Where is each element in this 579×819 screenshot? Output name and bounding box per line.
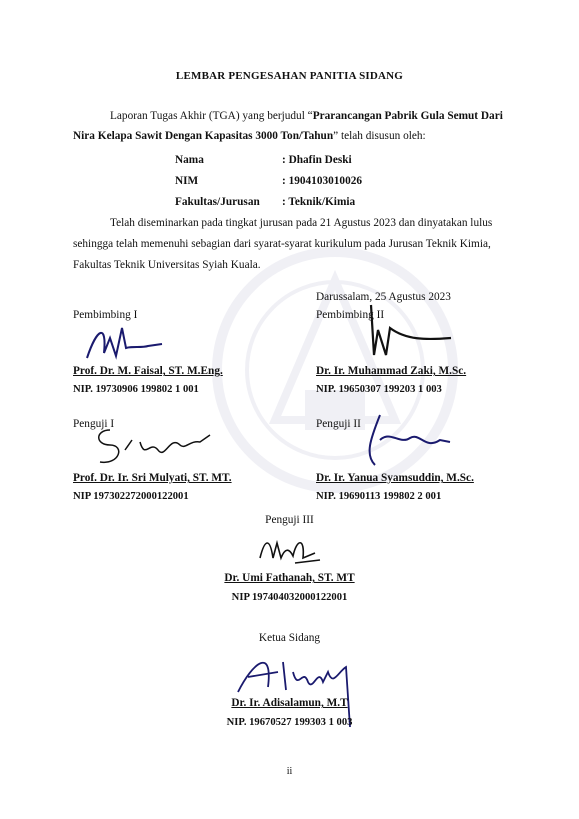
name-penguji-2: Dr. Ir. Yanua Syamsuddin, M.Sc. [316,472,474,484]
role-penguji-2: Penguji II [316,418,361,430]
nip-penguji-3: NIP 197404032000122001 [231,592,348,603]
role-pembimbing-1: Pembimbing I [73,309,138,321]
identity-value-name: : Dhafin Deski [282,154,352,166]
body-line-2: sehingga telah memenuhi sebagian dari syarat-syarat kurikulum pada Jurusan Teknik Kimia, [73,238,491,250]
role-pembimbing-2: Pembimbing II [316,309,385,321]
nip-penguji-2: NIP. 19690113 199802 2 001 [316,491,442,502]
page-title: LEMBAR PENGESAHAN PANITIA SIDANG [175,70,404,82]
intro-prefix: Laporan Tugas Akhir (TGA) yang berjudul “ [110,110,313,122]
intro-suffix: ” telah disusun oleh: [333,130,426,142]
name-pembimbing-1: Prof. Dr. M. Faisal, ST. M.Eng. [73,365,223,377]
identity-label-name: Nama [175,154,204,166]
name-penguji-1: Prof. Dr. Ir. Sri Mulyati, ST. MT. [73,472,232,484]
name-penguji-3: Dr. Umi Fathanah, ST. MT [224,572,355,584]
role-ketua-sidang: Ketua Sidang [258,632,321,644]
place-date: Darussalam, 25 Agustus 2023 [316,291,451,303]
name-pembimbing-2: Dr. Ir. Muhammad Zaki, M.Sc. [316,365,467,377]
intro-line-2 [73,126,426,146]
signature-penguji-1 [90,420,230,475]
thesis-title-part1: Prarancangan Pabrik Gula Semut Dari [312,110,503,122]
page-number: ii [286,766,293,777]
identity-value-faculty: : Teknik/Kimia [282,196,356,208]
nip-pembimbing-2: NIP. 19650307 199203 1 003 [316,384,442,395]
name-ketua-sidang: Dr. Ir. Adisalamun, M.T [231,697,348,709]
nip-penguji-1: NIP 197302272000122001 [73,491,189,502]
role-penguji-3: Penguji III [265,514,314,526]
identity-label-faculty: Fakultas/Jurusan [175,196,260,208]
signature-penguji-2 [350,410,470,475]
signature-pembimbing-2 [366,300,466,365]
nip-pembimbing-1: NIP. 19730906 199802 1 001 [73,384,199,395]
body-line-1: Telah diseminarkan pada tingkat jurusan pada 21 Agustus 2023 dan dinyatakan lulus [110,217,493,229]
role-penguji-1: Penguji I [73,418,115,430]
nip-ketua-sidang: NIP. 19670527 199303 1 003 [226,717,353,728]
identity-label-nim: NIM [175,175,199,187]
thesis-title-part2: Nira Kelapa Sawit Dengan Kapasitas 3000 Ton/Tahun [73,130,334,142]
intro-line-1 [110,106,503,126]
body-line-3: Fakultas Teknik Universitas Syiah Kuala. [73,259,261,271]
signature-penguji-3 [255,528,335,573]
identity-value-nim: : 1904103010026 [282,175,363,187]
